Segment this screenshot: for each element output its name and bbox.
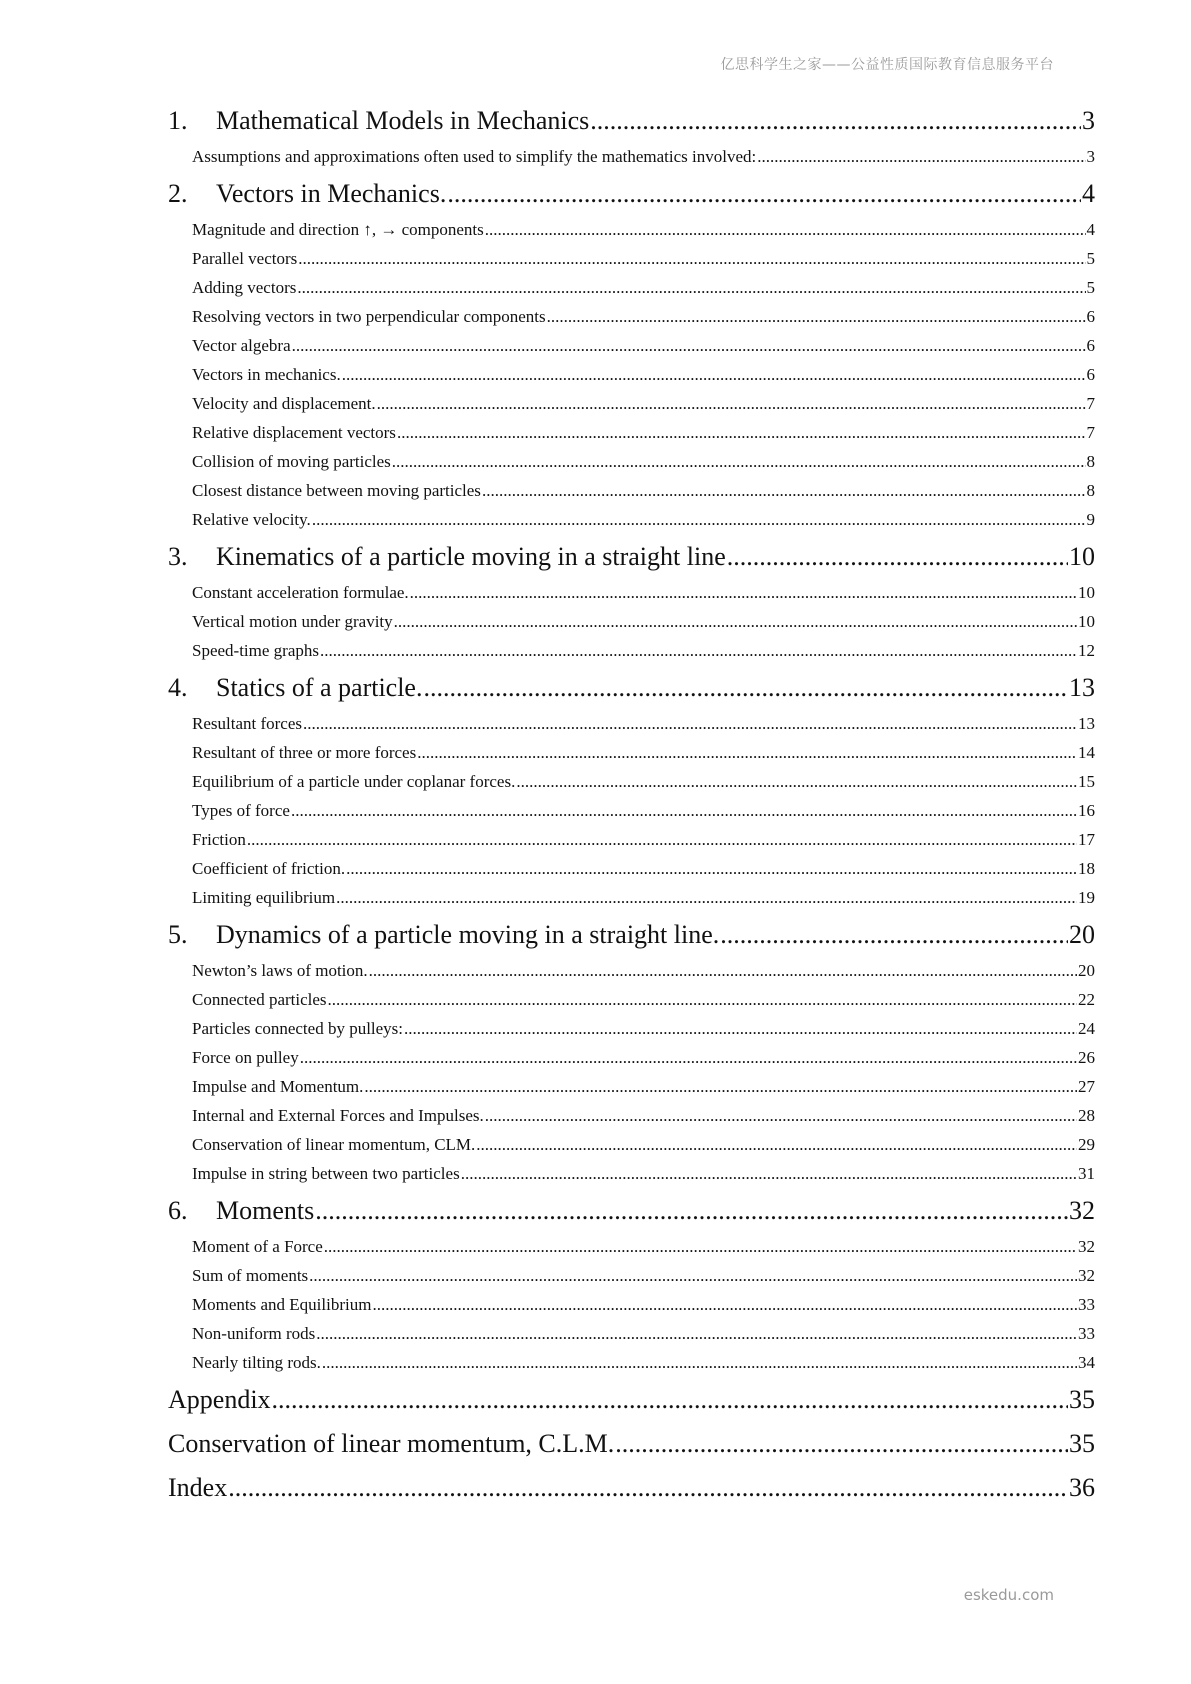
toc-subsection-entry[interactable] — [168, 578, 1095, 607]
dot-leader — [423, 671, 1068, 705]
toc-subsection-entry-title: Limiting equilibrium — [192, 888, 336, 907]
page-number: 13 — [1069, 673, 1095, 702]
toc-subsection-entry[interactable] — [168, 1261, 1095, 1290]
toc-subsection-entry-title: Adding vectors — [192, 278, 297, 297]
toc-subsection-entry-title: Speed-time graphs — [192, 641, 319, 660]
dot-leader — [410, 578, 1077, 607]
toc-subsection-entry[interactable] — [168, 709, 1095, 738]
toc-subsection-entry-title: Relative displacement vectors — [192, 423, 396, 442]
toc-chapter-entry-title: Kinematics of a particle moving in a straight line — [216, 542, 726, 571]
page-number: 14 — [1078, 743, 1095, 762]
dot-leader — [404, 1014, 1077, 1043]
dot-leader — [272, 1383, 1068, 1417]
toc-subsection-entry[interactable] — [168, 956, 1095, 985]
toc-subsection-entry[interactable] — [168, 476, 1095, 505]
page-number: 26 — [1078, 1048, 1095, 1067]
toc-subsection-entry[interactable] — [168, 418, 1095, 447]
toc-subsection-entry-title: Vector algebra — [192, 336, 291, 355]
toc-subsection-entry-label — [192, 447, 391, 476]
page-number: 32 — [1078, 1266, 1095, 1285]
dot-leader — [392, 447, 1086, 476]
toc-subsection-entry-label — [192, 215, 484, 244]
toc-subsection-entry-label — [192, 331, 291, 360]
page-number: 8 — [1086, 481, 1095, 500]
page-number: 28 — [1078, 1106, 1095, 1125]
toc-section-entry-label — [168, 1471, 227, 1505]
toc-chapter-entry-label — [168, 918, 719, 952]
toc-subsection-entry-label — [192, 636, 319, 665]
toc-subsection-entry-label — [192, 883, 335, 912]
dot-leader — [485, 1101, 1077, 1130]
toc-subsection-entry-label — [192, 1072, 363, 1101]
dot-leader — [346, 854, 1077, 883]
toc-subsection-entry-title: Internal and External Forces and Impulses. — [192, 1106, 484, 1125]
page-number: 33 — [1078, 1295, 1095, 1314]
page-number: 6 — [1086, 336, 1095, 355]
toc-subsection-entry-label — [192, 1319, 315, 1348]
toc-subsection-entry-title: Newton’s laws of motion. — [192, 961, 368, 980]
toc-subsection-entry-title: Friction — [192, 830, 246, 849]
dot-leader — [547, 302, 1086, 331]
toc-chapter-entry[interactable] — [168, 918, 1095, 952]
toc-chapter-entry-title: Mathematical Models in Mechanics — [216, 106, 590, 135]
chapter-number: 1. — [168, 106, 188, 135]
dot-leader — [300, 1043, 1077, 1072]
toc-subsection-entry-label — [192, 607, 393, 636]
toc-section-entry[interactable] — [168, 1383, 1095, 1417]
page-number: 34 — [1078, 1353, 1095, 1372]
dot-leader — [485, 215, 1086, 244]
toc-chapter-entry[interactable] — [168, 540, 1095, 574]
toc-subsection-entry-title: Moment of a Force — [192, 1237, 323, 1256]
toc-chapter-entry[interactable] — [168, 671, 1095, 705]
dot-leader — [364, 1072, 1077, 1101]
toc-subsection-entry-title: Nearly tilting rods. — [192, 1353, 321, 1372]
toc-subsection-entry-label — [192, 1043, 299, 1072]
toc-subsection-entry[interactable] — [168, 389, 1095, 418]
toc-chapter-entry-title: Statics of a particle. — [216, 673, 423, 702]
toc-subsection-entry-label — [192, 1232, 323, 1261]
toc-subsection-entry-title: Parallel vectors — [192, 249, 298, 268]
dot-leader — [342, 360, 1086, 389]
toc-subsection-entry[interactable] — [168, 331, 1095, 360]
page-number: 7 — [1086, 423, 1095, 442]
dot-leader — [757, 142, 1085, 171]
page-number: 27 — [1078, 1077, 1095, 1096]
toc-subsection-entry-label — [192, 1101, 484, 1130]
dot-leader — [394, 607, 1077, 636]
toc-subsection-entry-label — [192, 418, 396, 447]
toc-subsection-entry-title: Sum of moments — [192, 1266, 309, 1285]
page-number: 12 — [1078, 641, 1095, 660]
toc-subsection-entry-title: Relative velocity. — [192, 510, 311, 529]
toc-subsection-entry[interactable] — [168, 1159, 1095, 1188]
toc-subsection-entry-label — [192, 142, 756, 171]
dot-leader — [291, 796, 1077, 825]
toc-chapter-entry-label — [168, 671, 422, 705]
page-number: 20 — [1078, 961, 1095, 980]
toc-chapter-entry[interactable] — [168, 104, 1095, 138]
toc-subsection-entry-title: Resolving vectors in two perpendicular components — [192, 307, 546, 326]
dot-leader — [727, 540, 1068, 574]
page-number: 6 — [1086, 365, 1095, 384]
page-number: 4 — [1082, 179, 1095, 208]
toc-subsection-entry-label — [192, 767, 515, 796]
toc-subsection-entry-title: Moments and Equilibrium — [192, 1295, 372, 1314]
toc-subsection-entry-label — [192, 389, 376, 418]
chapter-number: 5. — [168, 920, 188, 949]
dot-leader — [322, 1348, 1077, 1377]
page-number: 31 — [1078, 1164, 1095, 1183]
toc-subsection-entry[interactable] — [168, 1290, 1095, 1319]
toc-subsection-entry-title: Velocity and displacement. — [192, 394, 376, 413]
toc-subsection-entry[interactable] — [168, 1072, 1095, 1101]
dot-leader — [312, 505, 1086, 534]
chapter-number: 2. — [168, 179, 188, 208]
toc-subsection-entry[interactable] — [168, 825, 1095, 854]
toc-subsection-entry-label — [192, 302, 546, 331]
toc-subsection-entry-label — [192, 244, 297, 273]
toc-subsection-entry-title: Collision of moving particles — [192, 452, 391, 471]
page-number: 33 — [1078, 1324, 1095, 1343]
dot-leader — [324, 1232, 1077, 1261]
dot-leader — [298, 244, 1085, 273]
page-number: 9 — [1086, 510, 1095, 529]
page-number: 3 — [1086, 147, 1095, 166]
toc-chapter-entry-label — [168, 104, 589, 138]
page-number: 10 — [1078, 612, 1095, 631]
dot-leader — [316, 1319, 1077, 1348]
toc-subsection-entry[interactable] — [168, 607, 1095, 636]
dot-leader — [615, 1427, 1068, 1461]
toc-chapter-entry[interactable] — [168, 177, 1095, 211]
toc-subsection-entry[interactable] — [168, 883, 1095, 912]
toc-subsection-entry[interactable] — [168, 244, 1095, 273]
dot-leader — [377, 389, 1086, 418]
dot-leader — [292, 331, 1086, 360]
toc-subsection-entry-label — [192, 1290, 371, 1319]
dot-leader — [247, 825, 1077, 854]
dot-leader — [397, 418, 1086, 447]
toc-subsection-entry-label — [192, 1159, 460, 1188]
toc-subsection-entry-label — [192, 273, 296, 302]
dot-leader — [315, 1194, 1068, 1228]
dot-leader — [372, 1290, 1077, 1319]
toc-subsection-entry-label — [192, 578, 409, 607]
chapter-number: 6. — [168, 1196, 188, 1225]
toc-subsection-entry[interactable] — [168, 1014, 1095, 1043]
page-number: 13 — [1078, 714, 1095, 733]
page-number: 4 — [1086, 220, 1095, 239]
toc-chapter-entry-title: Dynamics of a particle moving in a straight line. — [216, 920, 720, 949]
toc-subsection-entry-title: Types of force — [192, 801, 290, 820]
page-number: 20 — [1069, 920, 1095, 949]
toc-subsection-entry-label — [192, 1014, 403, 1043]
toc-subsection-entry-title: Force on pulley — [192, 1048, 299, 1067]
dot-leader — [309, 1261, 1077, 1290]
toc-subsection-entry-title: Vertical motion under gravity — [192, 612, 393, 631]
toc-subsection-entry[interactable] — [168, 985, 1095, 1014]
table-of-contents — [168, 98, 1095, 1515]
toc-subsection-entry-label — [192, 796, 290, 825]
toc-subsection-entry[interactable] — [168, 142, 1095, 171]
toc-subsection-entry-label — [192, 476, 481, 505]
toc-subsection-entry[interactable] — [168, 1130, 1095, 1159]
toc-subsection-entry-title: Coefficient of friction. — [192, 859, 346, 878]
toc-subsection-entry[interactable] — [168, 1043, 1095, 1072]
toc-chapter-entry-label — [168, 1194, 314, 1228]
toc-subsection-entry[interactable] — [168, 1232, 1095, 1261]
dot-leader — [297, 273, 1085, 302]
toc-subsection-entry-label — [192, 738, 416, 767]
page-number: 22 — [1078, 990, 1095, 1009]
toc-subsection-entry-label — [192, 1130, 475, 1159]
toc-section-entry[interactable] — [168, 1471, 1095, 1505]
toc-subsection-entry-title: Particles connected by pulleys: — [192, 1019, 404, 1038]
dot-leader — [369, 956, 1077, 985]
page-number: 8 — [1086, 452, 1095, 471]
dot-leader — [447, 177, 1081, 211]
chapter-number: 3. — [168, 542, 188, 571]
page-number: 5 — [1086, 278, 1095, 297]
page-number: 35 — [1069, 1385, 1095, 1414]
page-number: 36 — [1069, 1473, 1095, 1502]
toc-chapter-entry[interactable] — [168, 1194, 1095, 1228]
dot-leader — [461, 1159, 1077, 1188]
toc-subsection-entry-title: Resultant of three or more forces — [192, 743, 417, 762]
toc-subsection-entry-label — [192, 360, 341, 389]
page-number: 3 — [1082, 106, 1095, 135]
toc-subsection-entry-title: Constant acceleration formulae. — [192, 583, 409, 602]
toc-subsection-entry-title: Assumptions and approximations often used to simplify the mathematics involved: — [192, 147, 757, 166]
page-number: 19 — [1078, 888, 1095, 907]
dot-leader — [320, 636, 1077, 665]
toc-subsection-entry-label — [192, 956, 368, 985]
toc-subsection-entry-title: Equilibrium of a particle under coplanar forces. — [192, 772, 516, 791]
page-number: 24 — [1078, 1019, 1095, 1038]
toc-subsection-entry-title: Magnitude and direction ↑, → components — [192, 220, 484, 239]
toc-subsection-entry[interactable] — [168, 1348, 1095, 1377]
toc-section-entry-title: Index — [168, 1473, 228, 1502]
toc-subsection-entry[interactable] — [168, 738, 1095, 767]
dot-leader — [336, 883, 1077, 912]
dot-leader — [590, 104, 1081, 138]
toc-subsection-entry[interactable] — [168, 796, 1095, 825]
toc-section-entry-title: Appendix — [168, 1385, 271, 1414]
chapter-number: 4. — [168, 673, 188, 702]
toc-chapter-entry-title: Moments — [216, 1196, 315, 1225]
toc-subsection-entry-title: Connected particles — [192, 990, 327, 1009]
dot-leader — [328, 985, 1077, 1014]
toc-subsection-entry[interactable] — [168, 302, 1095, 331]
toc-section-entry-label — [168, 1383, 271, 1417]
page-number: 10 — [1069, 542, 1095, 571]
toc-subsection-entry[interactable] — [168, 854, 1095, 883]
toc-subsection-entry[interactable] — [168, 360, 1095, 389]
toc-subsection-entry[interactable] — [168, 1101, 1095, 1130]
toc-subsection-entry-title: Impulse in string between two particles — [192, 1164, 460, 1183]
dot-leader — [417, 738, 1077, 767]
page-number: 32 — [1078, 1237, 1095, 1256]
page-number: 16 — [1078, 801, 1095, 820]
toc-subsection-entry[interactable] — [168, 1319, 1095, 1348]
toc-subsection-entry-label — [192, 1261, 308, 1290]
toc-subsection-entry[interactable] — [168, 505, 1095, 534]
page-header: 亿思科学生之家——公益性质国际教育信息服务平台 — [720, 57, 1054, 73]
page-footer: eskedu.com — [963, 1586, 1054, 1604]
toc-chapter-entry-label — [168, 540, 726, 574]
toc-subsection-entry-title: Impulse and Momentum. — [192, 1077, 364, 1096]
page-number: 7 — [1086, 394, 1095, 413]
toc-subsection-entry-title: Non-uniform rods — [192, 1324, 316, 1343]
dot-leader — [303, 709, 1077, 738]
dot-leader — [228, 1471, 1068, 1505]
toc-subsection-entry[interactable] — [168, 273, 1095, 302]
dot-leader — [482, 476, 1086, 505]
dot-leader — [516, 767, 1077, 796]
toc-section-entry-label — [168, 1427, 614, 1461]
page-number: 35 — [1069, 1429, 1095, 1458]
toc-section-entry[interactable] — [168, 1427, 1095, 1461]
toc-subsection-entry[interactable] — [168, 215, 1095, 244]
toc-chapter-entry-label — [168, 177, 446, 211]
toc-subsection-entry-label — [192, 985, 327, 1014]
page-number: 32 — [1069, 1196, 1095, 1225]
page-number: 15 — [1078, 772, 1095, 791]
page-number: 6 — [1086, 307, 1095, 326]
page-number: 18 — [1078, 859, 1095, 878]
toc-section-entry-title: Conservation of linear momentum, C.L.M. — [168, 1429, 615, 1458]
toc-subsection-entry-title: Resultant forces — [192, 714, 302, 733]
page-number: 10 — [1078, 583, 1095, 602]
toc-subsection-entry-label — [192, 825, 246, 854]
toc-subsection-entry[interactable] — [168, 767, 1095, 796]
toc-subsection-entry-label — [192, 709, 302, 738]
toc-subsection-entry-label — [192, 505, 311, 534]
toc-subsection-entry-title: Closest distance between moving particles — [192, 481, 481, 500]
toc-subsection-entry[interactable] — [168, 636, 1095, 665]
toc-subsection-entry-label — [192, 854, 345, 883]
page-number: 29 — [1078, 1135, 1095, 1154]
dot-leader — [476, 1130, 1077, 1159]
toc-subsection-entry-label — [192, 1348, 321, 1377]
dot-leader — [720, 918, 1068, 952]
page-number: 17 — [1078, 830, 1095, 849]
toc-subsection-entry-title: Conservation of linear momentum, CLM. — [192, 1135, 476, 1154]
toc-chapter-entry-title: Vectors in Mechanics. — [216, 179, 447, 208]
toc-subsection-entry-title: Vectors in mechanics. — [192, 365, 341, 384]
toc-subsection-entry[interactable] — [168, 447, 1095, 476]
page-number: 5 — [1086, 249, 1095, 268]
